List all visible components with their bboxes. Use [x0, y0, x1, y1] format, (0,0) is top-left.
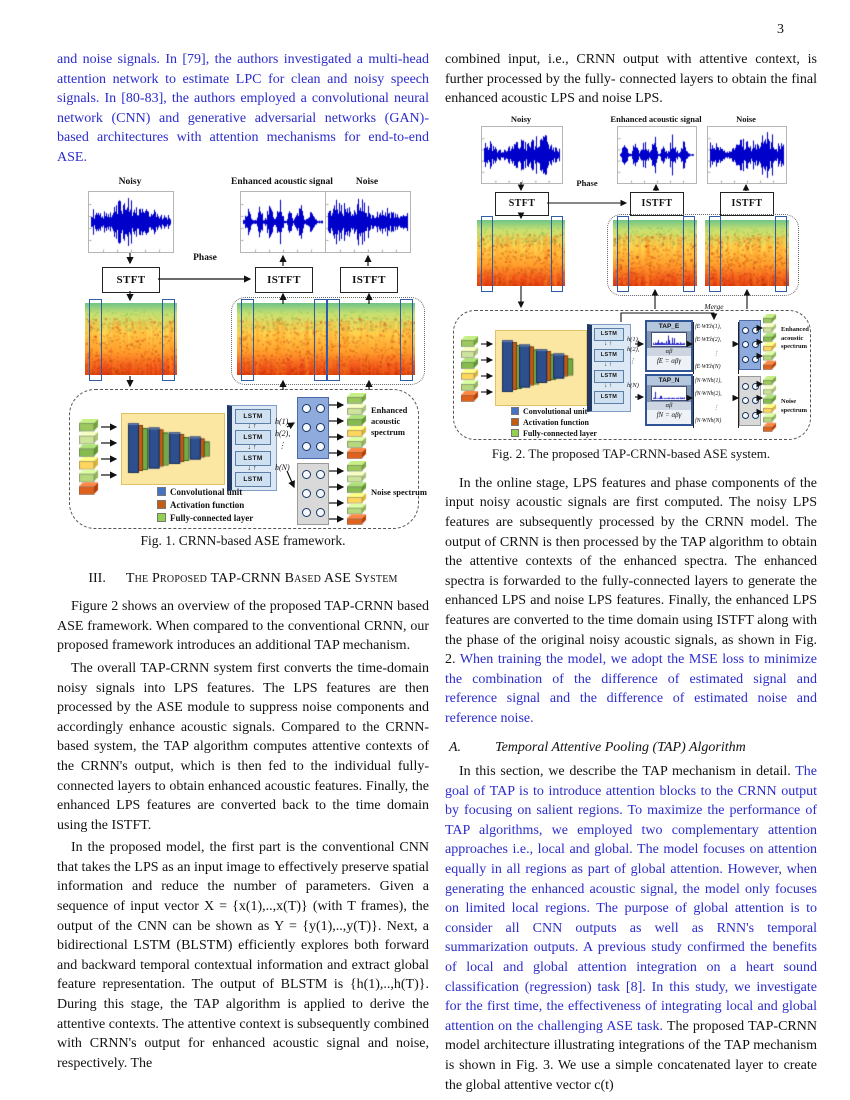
merged-vector-noise	[693, 376, 739, 428]
text-blue: The goal of TAP is to introduce attention blocks to the CRNN output by focusing on salient regions. To maximize the performance of TAP algorithms, we employed two complementary attention approaches i.e., local and global. The model focuses on attention equally in all regions as part of global attention. However, when generating the enhanced acoustic signal, the model only focuses on limited local regions. The purpose of global attention is to consider all CNN outputs as well as RNN's temporal summarization outputs. A previous study confirmed the benefits of local and global attention integration on a heart sound classification (regression) task [8]. In this study, we investigate for the first time, the effectiveness of integrating local and global attention on the challenging ASE task.	[445, 764, 817, 1034]
phase-label: Phase	[576, 177, 598, 188]
fc-node	[316, 404, 325, 413]
fc-node	[752, 327, 759, 334]
vector-entry: fE·WEh(1),	[695, 323, 722, 330]
paragraph	[445, 762, 817, 1095]
tap-n-alphabeta: αβ	[647, 402, 691, 410]
paragraph: combined input, i.e., CRNN output with attentive context, is further processed by the fully- connected layers to obtain the final enhanced acoustic LPS and noise LPS.	[445, 52, 817, 107]
frame-band	[241, 299, 254, 381]
bidirectional-arrows-icon: ↓ ↑	[247, 422, 257, 430]
frame-band	[481, 216, 493, 292]
figure-1	[57, 173, 429, 553]
istft-box-enhanced: ISTFT	[255, 267, 313, 293]
fc-node	[316, 423, 325, 432]
label-enhanced-signal: Enhanced acoustic signal	[231, 176, 333, 187]
legend-activation-function	[511, 418, 589, 427]
fc-node	[302, 404, 311, 413]
hidden-state-ellipsis: ⋮	[278, 440, 286, 450]
label-enhanced-signal: Enhanced acoustic signal	[610, 113, 702, 124]
hidden-state-label: h(1),	[627, 335, 640, 343]
noise-spectrum-stack	[347, 461, 367, 525]
tap-e-alphabeta: αβ	[647, 348, 691, 356]
figure-1-diagram	[57, 173, 429, 553]
frame-band	[162, 299, 175, 381]
section-title: The Proposed TAP-CRNN Based ASE System	[125, 570, 398, 586]
frame-band	[683, 216, 695, 292]
legend-activation-function	[157, 500, 244, 510]
text-black: In the online stage, LPS features and phase components of the input noisy acoustic signals are first computed. The noisy LPS features are subsequently processed by the CRNN model. The output of CRNN is then processed by the TAP algorithm to obtain the attentive contexts of the enhanced spectra. The enhanced spectra is forwarded to the fully-connected layers to generate the enhanced LPS and noise LPS features. Finally, the enhanced LPS features are converted to the time domain using ISTFT along with the phase of the original noisy acoustic signals, as shown in Fig. 2.	[445, 475, 817, 668]
enhanced-spectrum-label: Enhanced acoustic spectrum	[371, 404, 408, 437]
lstm-cell: LSTM	[594, 370, 624, 383]
phase-label: Phase	[193, 252, 217, 263]
subsection-letter: A.	[449, 739, 462, 755]
frame-band	[551, 216, 563, 292]
legend-convolutional-unit	[157, 487, 242, 497]
legend-convolutional-unit	[511, 407, 587, 416]
input-feature-stack	[461, 336, 479, 402]
tap-e-attention-plot	[651, 332, 687, 347]
hidden-state-label: h(2),	[627, 345, 640, 353]
label-noise: Noise	[736, 113, 756, 124]
subsection-title: Temporal Attentive Pooling (TAP) Algorithm	[495, 739, 746, 755]
merged-vector-enhanced	[693, 322, 739, 374]
fc-node	[742, 341, 749, 348]
noise-waveform	[325, 191, 411, 253]
frame-band	[775, 216, 787, 292]
fc-node	[302, 508, 311, 517]
stft-box: STFT	[495, 192, 549, 216]
bidirectional-arrows-icon: ↓ ↑	[604, 382, 612, 389]
section-heading	[57, 569, 429, 589]
legend-fully-connected	[157, 513, 253, 523]
lstm-cell: LSTM	[594, 328, 624, 341]
lstm-cell: LSTM	[235, 451, 271, 466]
tap-n-attention-plot	[651, 386, 687, 401]
fc-layer-noise	[297, 463, 329, 525]
hidden-state-label: h(N)	[275, 462, 290, 472]
lstm-cell: LSTM	[594, 349, 624, 362]
legend-label: Convolutional unit	[523, 406, 588, 416]
fc-node	[316, 470, 325, 479]
page-number: 3	[777, 22, 784, 37]
noisy-waveform	[481, 126, 563, 184]
hidden-state-label: h(1),	[275, 416, 291, 426]
frame-band	[400, 299, 413, 381]
noise-spectrum-label: Noise spectrum	[781, 397, 807, 414]
fc-node	[742, 383, 749, 390]
lstm-cell: LSTM	[235, 409, 271, 424]
tap-e-module	[645, 320, 693, 372]
paragraph: Figure 2 shows an overview of the proposed TAP-CRNN based ASE framework. When compared to the conventional CRNN, our proposed framework introduces an additional TAP mechanism.	[57, 599, 429, 654]
fc-node	[752, 412, 759, 419]
lstm-cell: LSTM	[594, 391, 624, 404]
text-blue: When training the model, we adopt the MSE loss to minimize the combination of the difference of estimated signal and reference signal and the difference of estimated noise and reference noise.	[445, 652, 817, 726]
tap-n-formula: fN = αβγ	[647, 410, 691, 424]
fc-node	[752, 397, 759, 404]
legend-swatch-orange	[157, 500, 166, 509]
frame-band	[709, 216, 721, 292]
noise-spectrum-stack	[763, 376, 777, 432]
label-noise: Noise	[355, 176, 379, 187]
legend-label: Fully-connected layer	[170, 512, 254, 523]
vector-entry: fN·WNh(N)	[695, 418, 722, 425]
paragraph	[445, 474, 817, 729]
hidden-state-ellipsis: ⋮	[629, 357, 636, 365]
fc-layer-enhanced	[297, 397, 329, 459]
lstm-cell: LSTM	[235, 430, 271, 445]
fc-node	[752, 341, 759, 348]
fc-node	[742, 412, 749, 419]
vector-entry: fE·WEh(N)	[695, 364, 721, 371]
fc-node	[302, 442, 311, 451]
paragraph: In the proposed model, the first part is the conventional CNN that takes the LPS as an input image to effectively preserve spatial information and reduce the number of parameters. Given a sequence of input vector X = {x(1),..,x(T)} (with T frames), the output of the CNN can be shown as Y = {y(1),..,y(T)}. Next, a bidirectional LSTM (BLSTM) efficiently explores both forward and backward temporal contextual information and extract global feature representation. The output of BLSTM is {h(1),..,h(T)}. During this stage, the TAP algorithm is applied to derive the attentive contexts. The attentive context is subsequently combined with CRNN's output for enhanced acoustic signal and noise, respectively. The	[57, 840, 429, 1071]
tap-n-title: TAP_N	[647, 376, 691, 385]
istft-box-noise: ISTFT	[340, 267, 398, 293]
text-black: In this section, we describe the TAP mechanism in detail.	[459, 764, 796, 780]
legend-label: Activation function	[523, 417, 589, 427]
vector-ellipsis: ⋮	[713, 350, 719, 357]
bidirectional-arrows-icon: ↓ ↑	[604, 361, 612, 368]
istft-box-enhanced: ISTFT	[630, 192, 684, 216]
legend-fully-connected	[511, 429, 597, 438]
vector-entry: fN·WNh(2),	[695, 391, 722, 398]
figure-1-caption: Fig. 1. CRNN-based ASE framework.	[140, 532, 346, 548]
merge-label: Merge	[704, 301, 724, 311]
subsection-heading	[449, 738, 817, 758]
frame-band	[314, 299, 327, 381]
fc-node	[742, 327, 749, 334]
enhanced-spectrum-stack	[763, 314, 777, 370]
figure-2-caption: Fig. 2. The proposed TAP-CRNN-based ASE system.	[491, 445, 771, 461]
bidirectional-arrows-icon: ↓ ↑	[604, 340, 612, 347]
legend-swatch-blue	[511, 407, 519, 415]
noise-spectrum-label: Noise spectrum	[371, 486, 427, 497]
label-noisy: Noisy	[118, 176, 142, 187]
istft-box-noise: ISTFT	[720, 192, 774, 216]
fc-layer-noise	[739, 376, 761, 426]
stft-box: STFT	[102, 267, 160, 293]
cnn-blocks	[125, 419, 219, 477]
fc-node	[742, 356, 749, 363]
hidden-state-label: h(N)	[627, 381, 639, 389]
section-number: III.	[88, 570, 106, 586]
legend-swatch-green	[157, 513, 166, 522]
fc-node	[302, 489, 311, 498]
vector-entry: fN·WNh(1),	[695, 377, 722, 384]
fc-node	[752, 356, 759, 363]
left-column	[57, 50, 429, 1098]
input-feature-stack	[79, 419, 99, 495]
vector-ellipsis: ⋮	[713, 404, 719, 411]
frame-band	[327, 299, 340, 381]
lstm-cell: LSTM	[235, 472, 271, 487]
noisy-waveform	[88, 191, 174, 253]
cnn-blocks	[499, 336, 581, 396]
right-column	[445, 50, 817, 1098]
vector-entry: fE·WEh(2),	[695, 337, 722, 344]
fc-node	[752, 383, 759, 390]
fc-node	[302, 470, 311, 479]
fc-node	[316, 489, 325, 498]
fc-layer-enhanced	[739, 320, 761, 370]
legend-label: Activation function	[170, 499, 245, 510]
label-noisy: Noisy	[510, 113, 532, 124]
fc-node	[316, 442, 325, 451]
tap-e-title: TAP_E	[647, 322, 691, 331]
text-black: The proposed TAP-CRNN model architecture illustrating integrations of the TAP mechanism is shown in Fig. 3. We use a simple concatenated layer to create the global attentive vector c(t)	[445, 1018, 817, 1093]
enhanced-waveform	[240, 191, 326, 253]
paragraph-citations: and noise signals. In [79], the authors investigated a multi-head attention network to estimate LPC for clean and noisy speech signals. In [80-83], the authors employed a convolutional neural network (CNN) and generative adversarial networks (GAN)-based architectures with attention mechanisms for end-to-end ASE.	[57, 52, 429, 165]
tap-e-formula: fE = αβγ	[647, 356, 691, 370]
frame-band	[89, 299, 102, 381]
legend-swatch-blue	[157, 487, 166, 496]
two-column-layout	[57, 50, 817, 1098]
figure-2	[445, 114, 817, 466]
legend-label: Convolutional unit	[170, 486, 243, 497]
tap-n-module	[645, 374, 693, 426]
frame-band	[617, 216, 629, 292]
bidirectional-arrows-icon: ↓ ↑	[247, 464, 257, 472]
bidirectional-arrows-icon: ↓ ↑	[247, 443, 257, 451]
noise-waveform	[707, 126, 787, 184]
enhanced-spectrum-label: Enhanced acoustic spectrum	[781, 325, 809, 351]
enhanced-waveform	[617, 126, 697, 184]
legend-label: Fully-connected layer	[523, 428, 597, 438]
legend-swatch-green	[511, 429, 519, 437]
fc-node	[302, 423, 311, 432]
hidden-state-label: h(2),	[275, 428, 291, 438]
paragraph: The overall TAP-CRNN system first converts the time-domain noisy signals into LPS features. The LPS features are then processed by the ASE module to suppress noise components and accordingly enhance acoustic signals. Compared to the CRNN-based system, the TAP algorithm computes attentive contexts of the CRNN's output, which is then fed to the individual fully-connected layers to obtain enhanced acoustic features. Finally, the enhanced LPS features are converted back to the time domain using the ISTFT.	[57, 660, 429, 833]
enhanced-spectrum-stack	[347, 393, 367, 459]
fc-node	[316, 508, 325, 517]
fc-node	[742, 397, 749, 404]
figure-2-diagram	[445, 114, 817, 466]
legend-swatch-orange	[511, 418, 519, 426]
